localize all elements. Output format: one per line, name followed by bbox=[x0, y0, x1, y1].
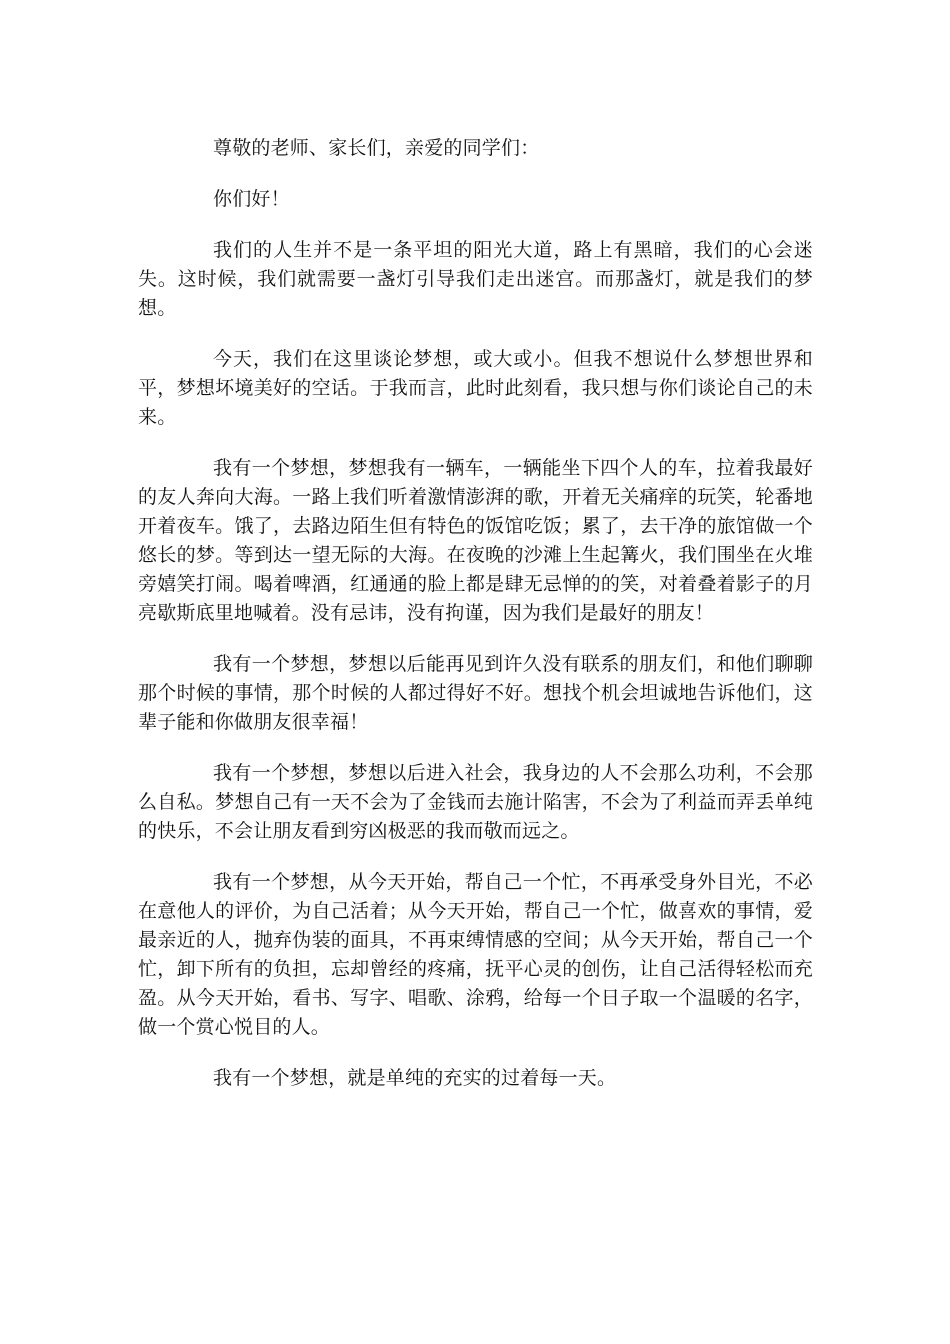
body-paragraph: 我们的人生并不是一条平坦的阳光大道，路上有黑暗，我们的心会迷失。这时候，我们就需要一盏灯引导我们走出迷宫。而那盏灯，就是我们的梦想。 bbox=[138, 239, 813, 319]
body-paragraph: 我有一个梦想，梦想我有一辆车，一辆能坐下四个人的车，拉着我最好的友人奔向大海。一路上我们听着激情澎湃的歌，开着无关痛痒的玩笑，轮番地开着夜车。饿了，去路边陌生但有特色的饭馆吃饭；累了，去干净的旅馆做一个悠长的梦。等到达一望无际的大海。在夜晚的沙滩上生起篝火，我们围坐在火堆旁嬉笑打闹。喝着啤酒，红通通的脸上都是肆无忌惮的的笑，对着叠着影子的月亮歇斯底里地喊着。没有忌讳，没有拘谨，因为我们是最好的朋友！ bbox=[138, 457, 813, 624]
salutation: 尊敬的老师、家长们，亲爱的同学们： bbox=[213, 137, 540, 159]
document-body bbox=[138, 134, 813, 1115]
body-paragraph: 我有一个梦想，梦想以后能再见到许久没有联系的朋友们，和他们聊聊那个时候的事情，那个时候的人都过得好不好。想找个机会坦诚地告诉他们，这辈子能和你做朋友很幸福！ bbox=[138, 653, 813, 733]
closing-paragraph: 我有一个梦想，就是单纯的充实的过着每一天。 bbox=[213, 1067, 617, 1089]
body-paragraph: 今天，我们在这里谈论梦想，或大或小。但我不想说什么梦想世界和平，梦想坏境美好的空话。于我而言，此时此刻看，我只想与你们谈论自己的未来。 bbox=[138, 348, 813, 428]
body-paragraph: 我有一个梦想，梦想以后进入社会，我身边的人不会那么功利，不会那么自私。梦想自己有一天不会为了金钱而去施计陷害，不会为了利益而弄丢单纯的快乐，不会让朋友看到穷凶极恶的我而敬而远之。 bbox=[138, 762, 813, 842]
body-paragraph: 我有一个梦想，从今天开始，帮自己一个忙，不再承受身外目光，不必在意他人的评价，为自己活着；从今天开始，帮自己一个忙，做喜欢的事情，爱最亲近的人，抛弃伪装的面具，不再束缚情感的空间；从今天开始，帮自己一个忙，卸下所有的负担，忘却曾经的疼痛，抚平心灵的创伤，让自己活得轻松而充盈。从今天开始，看书、写字、唱歌、涂鸦，给每一个日子取一个温暖的名字，做一个赏心悦目的人。 bbox=[138, 871, 813, 1038]
greeting: 你们好！ bbox=[213, 188, 290, 210]
